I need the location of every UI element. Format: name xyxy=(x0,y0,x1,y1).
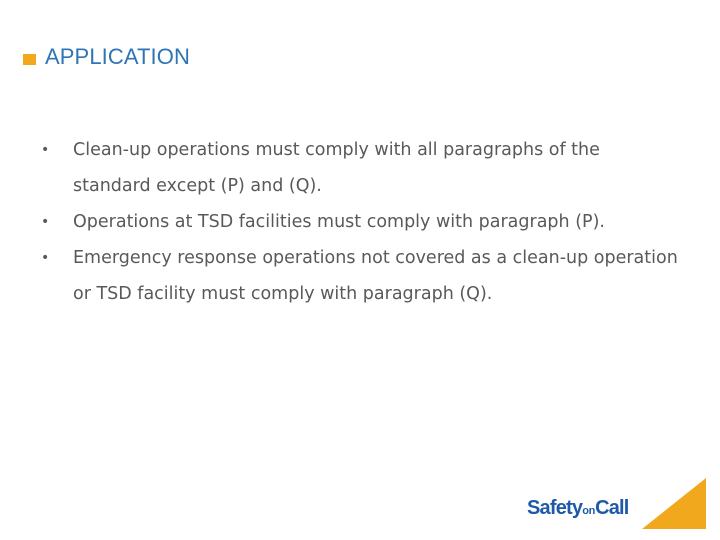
bullet-icon: • xyxy=(41,214,50,230)
corner-triangle-shape xyxy=(642,478,706,529)
logo-word-on: on xyxy=(582,505,596,517)
bullet-text: Operations at TSD facilities must comply with paragraph (P). xyxy=(73,212,605,232)
bullet-list xyxy=(39,132,679,312)
bullet-item xyxy=(39,132,679,204)
corner-triangle-decoration xyxy=(642,478,706,529)
slide-header xyxy=(23,42,190,72)
bullet-item xyxy=(39,240,679,312)
bullet-icon: • xyxy=(41,250,50,266)
logo-word-call: Call xyxy=(595,497,629,519)
bullet-text: Emergency response operations not covered as a clean-up operation or TSD facility must comply with paragraph (Q). xyxy=(73,248,678,304)
logo-word-safety: Safety xyxy=(527,497,583,519)
safety-on-call-logo xyxy=(527,497,629,520)
bullet-icon: • xyxy=(41,142,50,158)
slide-title: APPLICATION xyxy=(45,44,190,69)
bullet-text: Clean-up operations must comply with all paragraphs of the standard except (P) and (Q). xyxy=(73,140,600,196)
title-accent-square xyxy=(23,54,36,65)
bullet-item xyxy=(39,204,679,240)
